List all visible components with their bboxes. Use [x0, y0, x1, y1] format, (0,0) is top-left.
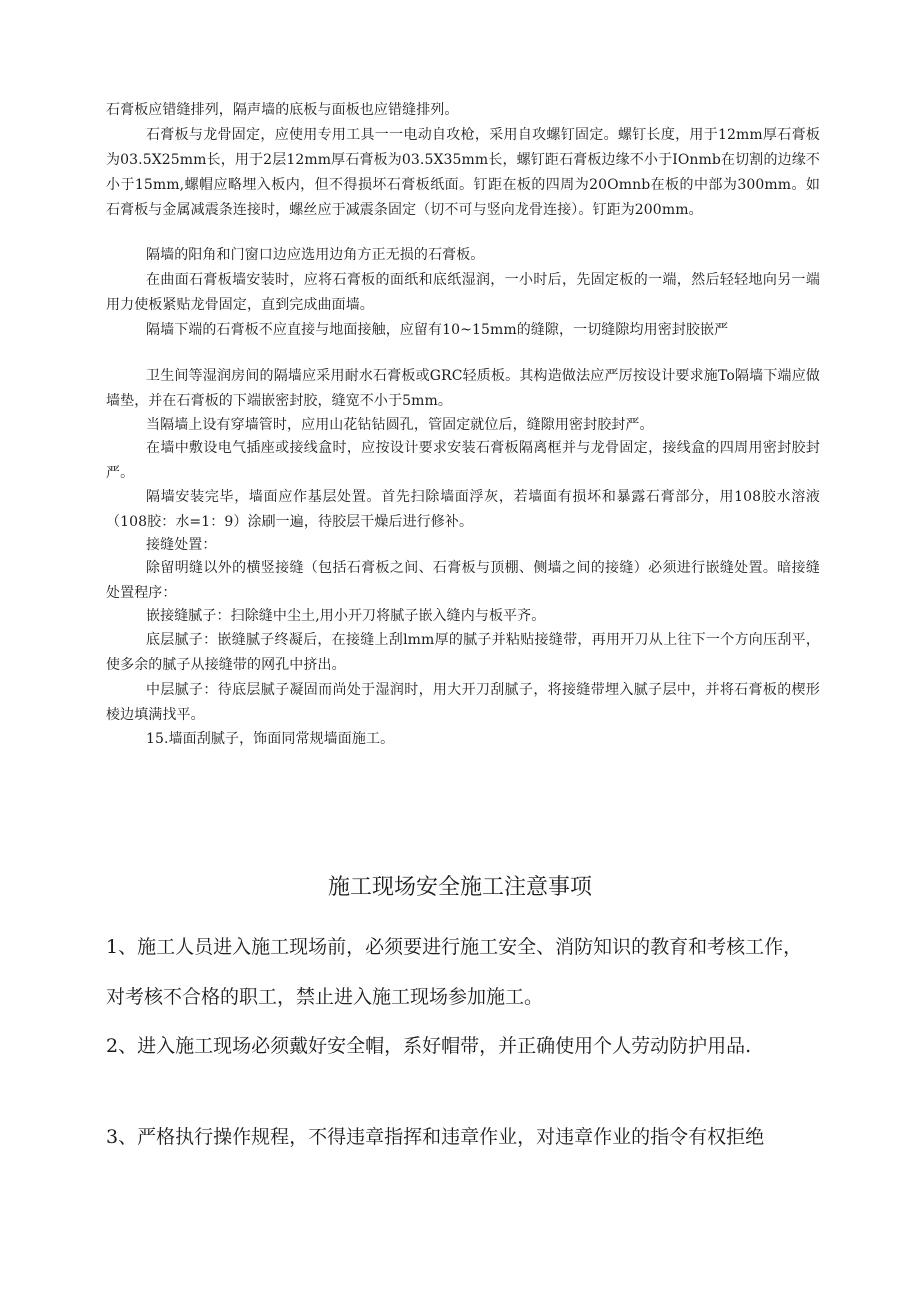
- paragraph-9: 隔墙安装完毕，墙面应作基层处置。首先扫除墙面浮灰，若墙面有损坏和暴露石膏部分，用108胶水溶液（108胶：水=1：9）涂刷一遍，待胶层干燥后进行修补。: [106, 489, 820, 530]
- paragraph-1: 石膏板应错缝排列，隔声墙的底板与面板也应错缝排列。: [106, 102, 459, 118]
- safety-item-1: 1、施工人员进入施工现场前，必须要进行施工安全、消防知识的教育和考核工作，对考核不合格的职工，禁止进入施工现场参加施工。: [106, 936, 803, 1008]
- paragraph-11: 除留明缝以外的横竖接缝（包括石膏板之间、石膏板与顶棚、侧墙之间的接缝）必须进行嵌缝处置。暗接缝处置程序：: [106, 560, 820, 601]
- paragraph-5: 隔墙下端的石膏板不应直接与地面接触，应留有10~15mm的缝隙，一切缝隙均用密封胶嵌严: [146, 322, 729, 338]
- paragraph-14: 中层腻子：待底层腻子凝固而尚处于湿润时，用大开刀刮腻子，将接缝带埋入腻子层中，并将石膏板的楔形棱边填满找平。: [106, 682, 820, 723]
- safety-item-2: 2、进入施工现场必须戴好安全帽，系好帽带，并正确使用个人劳动防护用品.: [106, 1035, 752, 1057]
- paragraph-2: 石膏板与龙骨固定，应使用专用工具一一电动自攻枪，采用自攻螺钉固定。螺钉长度，用于12mm厚石膏板为03.5X25mm长，用于2层12mm厚石膏板为03.5X35mm长，螺钉距石膏板边缘不小于IOnmb在切割的边缘不小于15mm,螺帽应略埋入板内，但不得损坏石膏板纸面。钉距在板的四周为20Omnb在板的中部为300mm。如石膏板与金属减震条连接时，螺丝应于减震条固定（切不可与竖向龙骨连接）。钉距为200mm。: [106, 127, 820, 218]
- paragraph-7: 当隔墙上设有穿墙管时，应用山花钻钻圆孔，管固定就位后，缝隙用密封胶封严。: [146, 417, 654, 433]
- paragraph-10: 接缝处置：: [146, 537, 217, 553]
- safety-item-3: 3、严格执行操作规程，不得违章指挥和违章作业，对违章作业的指令有权拒绝: [106, 1126, 765, 1148]
- section-title: 施工现场安全施工注意事项: [327, 875, 592, 900]
- paragraph-4: 在曲面石膏板墙安装时，应将石膏板的面纸和底纸湿润，一小时后，先固定板的一端，然后轻轻地向另一端用力使板紧贴龙骨固定，直到完成曲面墙。: [106, 272, 820, 313]
- paragraph-8: 在墙中敷设电气插座或接线盒时，应按设计要求安装石膏板隔离框并与龙骨固定，接线盒的四周用密封胶封严。: [106, 440, 820, 481]
- paragraph-13: 底层腻子：嵌缝腻子终凝后，在接缝上刮lmm厚的腻子并粘贴接缝带，再用开刀从上往下一个方向压刮平，使多余的腻子从接缝带的网孔中挤出。: [106, 632, 820, 673]
- paragraph-6: 卫生间等湿润房间的隔墙应采用耐水石膏板或GRC轻质板。其构造做法应严厉按设计要求施To隔墙下端应做墙垫，并在石膏板的下端嵌密封胶，缝宽不小于5mm。: [106, 368, 820, 409]
- paragraph-15: 15.墙面刮腻子，饰面同常规墙面施工。: [146, 731, 395, 747]
- paragraph-12: 嵌接缝腻子：扫除缝中尘土,用小开刀将腻子嵌入缝内与板平齐。: [146, 608, 546, 624]
- paragraph-3: 隔墙的阳角和门窗口边应选用边角方正无损的石膏板。: [146, 247, 485, 263]
